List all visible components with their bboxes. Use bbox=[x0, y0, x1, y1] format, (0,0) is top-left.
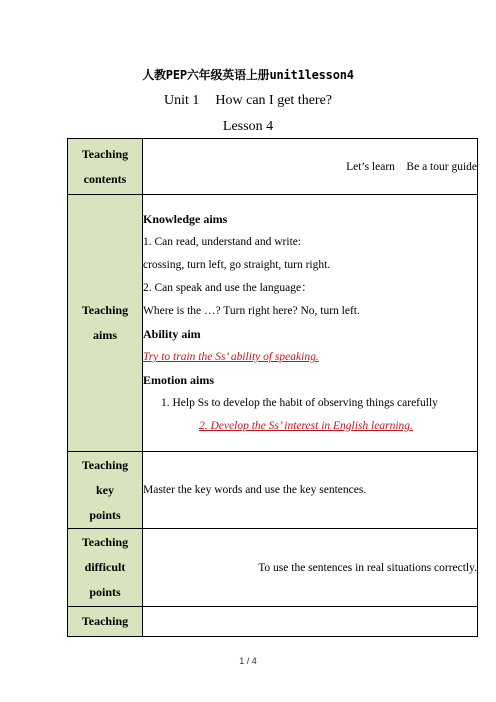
label-line: points bbox=[89, 507, 121, 522]
label-line: difficult bbox=[84, 560, 126, 574]
unit-heading bbox=[0, 93, 496, 109]
label-line: contents bbox=[83, 171, 127, 186]
difficult-points-value bbox=[143, 529, 478, 607]
knowledge-aim-1-words: crossing, turn left, go straight, turn right. bbox=[143, 259, 331, 271]
unit-number: Unit 1 bbox=[164, 93, 200, 108]
page-number: 1 / 4 bbox=[239, 656, 257, 666]
knowledge-aims-heading: Knowledge aims bbox=[143, 212, 228, 226]
label-line: points bbox=[89, 585, 121, 599]
ability-aim-text bbox=[143, 346, 477, 369]
label-teaching-difficult-points bbox=[68, 529, 143, 607]
label-line: Teaching bbox=[81, 146, 129, 161]
label-line: Teaching bbox=[81, 535, 129, 549]
label-line: key bbox=[96, 482, 114, 497]
emotion-aim-2-highlight: 2. Develop the Ss’ interest in English learning. bbox=[199, 420, 413, 432]
row-teaching-contents bbox=[68, 139, 478, 195]
difficult-points-text: To use the sentences in real situations correctly. bbox=[258, 561, 477, 574]
knowledge-aim-2: 2. Can speak and use the language： bbox=[143, 282, 313, 294]
teaching-contents-value bbox=[143, 139, 478, 195]
knowledge-aim-1: 1. Can read, understand and write: bbox=[143, 236, 302, 248]
label-line: Teaching bbox=[81, 457, 129, 472]
key-points-text: Master the key words and use the key sentences. bbox=[143, 484, 367, 496]
emotion-aims-heading: Emotion aims bbox=[143, 373, 215, 387]
label-line: aims bbox=[93, 328, 117, 342]
lesson-plan-table bbox=[67, 138, 478, 637]
label-line: Teaching bbox=[81, 303, 129, 317]
ability-aim-highlight: Try to train the Ss’ ability of speaking. bbox=[143, 351, 319, 363]
emotion-aim-1: 1. Help Ss to develop the habit of observing things carefully bbox=[161, 397, 438, 409]
contents-text: Let’s learn Be a tour guide bbox=[346, 160, 477, 173]
lesson-heading: Lesson 4 bbox=[222, 119, 274, 134]
label-teaching-contents bbox=[68, 139, 143, 195]
teaching-aims-value bbox=[143, 195, 478, 452]
document-title: 人教PEP六年级英语上册unit1lesson4 bbox=[142, 68, 354, 82]
key-points-value bbox=[143, 452, 478, 529]
row-teaching-aims bbox=[68, 195, 478, 452]
label-teaching-partial bbox=[68, 607, 143, 637]
knowledge-aim-2-sentences: Where is the …? Turn right here? No, turn left. bbox=[143, 305, 360, 317]
label-teaching-key-points bbox=[68, 452, 143, 529]
row-teaching-partial bbox=[68, 607, 478, 637]
ability-aim-heading: Ability aim bbox=[143, 327, 201, 341]
emotion-aim-2 bbox=[143, 415, 477, 438]
row-teaching-difficult-points bbox=[68, 529, 478, 607]
label-line: Teaching bbox=[81, 614, 129, 628]
row-teaching-key-points bbox=[68, 452, 478, 529]
label-teaching-aims bbox=[68, 195, 143, 452]
partial-row-value bbox=[143, 607, 478, 637]
unit-title: How can I get there? bbox=[215, 93, 332, 108]
